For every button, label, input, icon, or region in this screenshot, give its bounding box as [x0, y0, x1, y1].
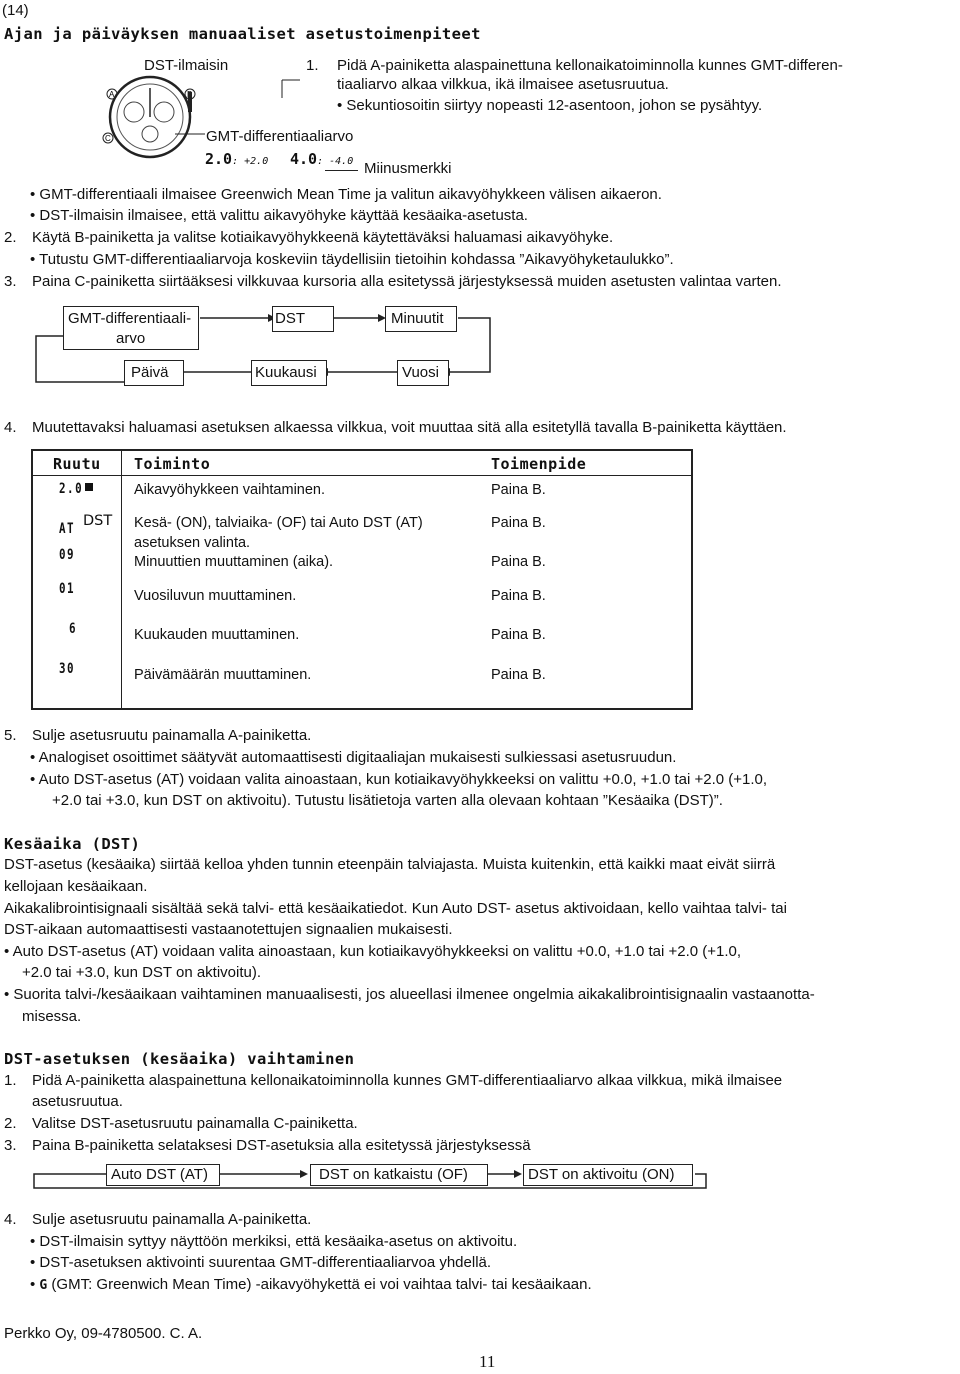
step4-number: 4. [4, 419, 17, 436]
change-step1-line2: asetusruutua. [32, 1093, 123, 1110]
change-step1-line1: Pidä A-painiketta alaspainettuna kellonaikatoiminnolla kunnes GMT-differentiaaliarvo alkaa vilkkua, mikä ilmaisee [32, 1072, 783, 1089]
cycle-year-label: Vuosi [402, 364, 439, 381]
table-row6-procedure: Paina B. [491, 667, 546, 683]
lcd-minus-caption: : -4.0 [317, 156, 354, 167]
cycle-gmt-line1: GMT-differentiaali- [68, 310, 192, 327]
lcd-plus-value: 2.0 [205, 150, 233, 168]
change-bullet3-text: (GMT: Greenwich Mean Time) -aikavyöhykettä ei voi vaihtaa talvi- tai kesäaikaan. [51, 1276, 592, 1293]
cycle-dst-label: DST [275, 310, 305, 327]
change-step2-number: 2. [4, 1115, 17, 1132]
cycle-dst-box [272, 306, 334, 332]
change-step2-text: Valitse DST-asetusruutu painamalla C-painiketta. [32, 1115, 358, 1132]
section-heading-dst: Kesäaika (DST) [4, 835, 141, 853]
change-bullet1-text: DST-ilmaisin syttyy näyttöön merkiksi, että kesäaika-asetus on aktivoitu. [39, 1233, 518, 1250]
cycle-month-label: Kuukausi [255, 364, 317, 381]
cycle-year-box [397, 360, 449, 386]
step2-number: 2. [4, 229, 17, 246]
change-step1-number: 1. [4, 1072, 17, 1089]
lcd-screen-dst: AT [59, 521, 76, 537]
dst-bullet1: • Auto DST-asetus (AT) voidaan valita ainoastaan, kun kotiaikavyöhykkeeksi on valittu +0.0, +1.0 tai +2.0 (+1.0, [4, 943, 742, 960]
bullet-gmt: • GMT-differentiaali ilmaisee Greenwich Mean Time ja valitun aikavyöhykkeen välisen aikaeron. [30, 186, 662, 203]
table-row5-procedure: Paina B. [491, 627, 546, 643]
step2-bullet-text: Tutustu GMT-differentiaaliarvoja koskeviin täydellisiin tietoihin kohdassa ”Aikavyöhyketaulukko”. [39, 251, 674, 268]
dst-cycle-on-label: DST on aktivoitu (ON) [528, 1166, 675, 1183]
step1-line1: Pidä A-painiketta alaspainettuna kellonaikatoiminnolla kunnes GMT-differen- [337, 57, 843, 74]
section-heading-dst-change: DST-asetuksen (kesäaika) vaihtaminen [4, 1050, 355, 1068]
table-row2-action: Kesä- (ON), talviaika- (OF) tai Auto DST (AT) [134, 515, 423, 531]
table-row3-procedure: Paina B. [491, 554, 546, 570]
minus-callout-line [325, 170, 358, 171]
step5-text: Sulje asetusruutu painamalla A-painiketta. [32, 727, 312, 744]
cycle-minutes-label: Minuutit [391, 310, 444, 327]
dst-cycle-auto-label: Auto DST (AT) [111, 1166, 208, 1183]
cycle-day-label: Päivä [131, 364, 169, 381]
lcd-screen-year: 01 [59, 581, 76, 597]
dst-indicator-label: DST-ilmaisin [144, 57, 229, 74]
table-row1-action: Aikavyöhykkeen vaihtaminen. [134, 482, 326, 498]
page-ref: (14) [2, 2, 29, 19]
lcd-dst-mark: DST [83, 513, 113, 529]
dst-cycle-on-box [523, 1164, 693, 1186]
cycle-gmt-line2: arvo [116, 330, 146, 347]
lcd-screen-timezone: 2.0 [59, 481, 84, 497]
step1-number: 1. [306, 57, 319, 74]
lcd-screen-month: 6 [69, 621, 78, 637]
table-row4-procedure: Paina B. [491, 588, 546, 604]
dst-cycle-off-label: DST on katkaistu (OF) [319, 1166, 468, 1183]
crown [188, 92, 192, 112]
page-number: 11 [479, 1352, 496, 1371]
step5-bullet2-cont: +2.0 tai +3.0, kun DST on aktivoitu). Tutustu lisätietoja varten alla olevaan kohtaan ”Kesäaika (DST)”. [52, 792, 723, 809]
dst-bullet2-cont: misessa. [22, 1008, 82, 1025]
table-row4-action: Vuosiluvun muuttaminen. [134, 588, 297, 604]
dst-para1-line2: kellojaan kesäaikaan. [4, 878, 148, 895]
dst-cycle-auto-box [106, 1164, 220, 1186]
step2-bullet: • Tutustu GMT-differentiaaliarvoja koskeviin täydellisiin tietoihin kohdassa ”Aikavyöhyketaulukko”. [30, 251, 674, 268]
change-step4-text: Sulje asetusruutu painamalla A-painiketta. [32, 1211, 312, 1228]
table-row3-action: Minuuttien muuttaminen (aika). [134, 554, 334, 570]
button-a-letter: A [109, 90, 115, 99]
gmt-differential-label: GMT-differentiaaliarvo [206, 128, 354, 145]
table-header-screen: Ruutu [53, 455, 101, 473]
step3-number: 3. [4, 273, 17, 290]
dst-para2-line2: DST-aikaan automaattisesti vastaanotettujen signaalien mukaisesti. [4, 921, 453, 938]
change-step3-text: Paina B-painiketta selataksesi DST-asetuksia alla esitetyssä järjestyksessä [32, 1137, 531, 1154]
step5-number: 5. [4, 727, 17, 744]
cycle-month-box [251, 360, 327, 386]
lcd-plus-caption: : +2.0 [232, 156, 269, 167]
dst-cycle-off-box [310, 1164, 488, 1186]
step5-bullet1: • Analogiset osoittimet säätyvät automaattisesti digitaaliajan mukaisesti sulkiessasi asetusruudun. [30, 749, 677, 766]
page-title: Ajan ja päiväyksen manuaaliset asetustoimenpiteet [4, 25, 481, 43]
table-row2-action-cont: asetuksen valinta. [134, 535, 251, 551]
cycle-day-box [124, 360, 184, 386]
dst-bullet2-text: Suorita talvi-/kesäaikaan vaihtaminen manuaalisesti, jos alueellasi ilmenee ongelmia aikakalibrointisignaalin vastaanotta- [13, 986, 815, 1003]
change-bullet3: • G (GMT: Greenwich Mean Time) -aikavyöhykettä ei voi vaihtaa talvi- tai kesäaikaan. [30, 1276, 592, 1293]
dst-bullet1-text: Auto DST-asetus (AT) voidaan valita ainoastaan, kun kotiaikavyöhykkeeksi on valittu +0.0, +1.0 tai +2.0 (+1.0, [12, 943, 742, 960]
step4-text: Muutettavaksi haluamasi asetuksen alkaessa vilkkua, voit muuttaa sitä alla esitetyllä tavalla B-painiketta käyttäen. [32, 419, 787, 436]
change-bullet1: • DST-ilmaisin syttyy näyttöön merkiksi, että kesäaika-asetus on aktivoitu. [30, 1233, 518, 1250]
bullet-gmt-text: GMT-differentiaali ilmaisee Greenwich Mean Time ja valitun aikavyöhykkeen välisen aikaeron. [39, 186, 662, 203]
table-row1-procedure: Paina B. [491, 482, 546, 498]
dst-para1-line1: DST-asetus (kesäaika) siirtää kelloa yhden tunnin eteenpäin talviajasta. Muista kuitenkin, että kaikki maat eivät siirrä [4, 856, 776, 873]
table-row6-action: Päivämäärän muuttaminen. [134, 667, 312, 683]
step5-bullet2: • Auto DST-asetus (AT) voidaan valita ainoastaan, kun kotiaikavyöhykkeeksi on valittu +0.0, +1.0 tai +2.0 (+1.0, [30, 771, 768, 788]
table-header-procedure: Toimenpide [491, 455, 587, 473]
step1-line2: tiaaliarvo alkaa vilkkua, ikä ilmaisee asetusruutua. [337, 76, 669, 93]
lcd-minus-value: 4.0 [290, 150, 318, 168]
cycle-gmt-box [63, 306, 199, 350]
change-bullet2-text: DST-asetuksen aktivointi suurentaa GMT-differentiaaliarvoa yhdellä. [39, 1254, 492, 1271]
table-row2-procedure: Paina B. [491, 515, 546, 531]
change-step3-number: 3. [4, 1137, 17, 1154]
dst-para2-line1: Aikakalibrointisignaali sisältää sekä talvi- että kesäaikatiedot. Kun Auto DST- asetus aktivoidaan, kello vaihtaa talvi- tai [4, 900, 787, 917]
step1-bullet-text: Sekuntiosoitin siirtyy nopeasti 12-asentoon, johon se pysähtyy. [346, 97, 763, 114]
change-step4-number: 4. [4, 1211, 17, 1228]
table-col-divider [121, 451, 122, 708]
dst-bullet1-cont: +2.0 tai +3.0, kun DST on aktivoitu). [22, 964, 262, 981]
lcd-screen-minutes: 09 [59, 547, 76, 563]
table-header-action: Toiminto [134, 455, 211, 473]
dst-bullet2: • Suorita talvi-/kesäaikaan vaihtaminen manuaalisesti, jos alueellasi ilmenee ongelmia aikakalibrointisignaalin vastaanotta- [4, 986, 815, 1003]
table-row5-action: Kuukauden muuttaminen. [134, 627, 300, 643]
lcd-sample-minus [290, 150, 353, 168]
lcd-cursor-block [85, 483, 93, 491]
step5-bullet1-text: Analogiset osoittimet säätyvät automaattisesti digitaaliajan mukaisesti sulkiessasi asetusruudun. [38, 749, 677, 766]
bullet-dst-text: DST-ilmaisin ilmaisee, että valittu aikavyöhyke käyttää kesäaika-asetusta. [39, 207, 528, 224]
button-c-letter: C [105, 134, 111, 143]
minus-sign-label: Miinusmerkki [364, 160, 452, 177]
cycle-minutes-box [385, 306, 457, 332]
step3-text: Paina C-painiketta siirtääksesi vilkkuvaa kursoria alla esitetyssä järjestyksessä muiden asetusten valintaa varten. [32, 273, 782, 290]
step5-bullet2-text: Auto DST-asetus (AT) voidaan valita ainoastaan, kun kotiaikavyöhykkeeksi on valittu +0.0, +1.0 tai +2.0 (+1.0, [38, 771, 768, 788]
table-header-divider [33, 475, 691, 476]
footer-company: Perkko Oy, 09-4780500. C. A. [4, 1325, 203, 1342]
bullet-dst: • DST-ilmaisin ilmaisee, että valittu aikavyöhyke käyttää kesäaika-asetusta. [30, 207, 528, 224]
lcd-sample-plus [205, 150, 268, 168]
lcd-screen-date: 30 [59, 661, 76, 677]
lcd-g-glyph: G [39, 1278, 48, 1293]
step1-bullet: • Sekuntiosoitin siirtyy nopeasti 12-asentoon, johon se pysähtyy. [337, 97, 763, 114]
step2-text: Käytä B-painiketta ja valitse kotiaikavyöhykkeenä käytettäväksi haluamasi aikavyöhyke. [32, 229, 614, 246]
change-bullet2: • DST-asetuksen aktivointi suurentaa GMT-differentiaaliarvoa yhdellä. [30, 1254, 492, 1271]
settings-table [31, 449, 693, 710]
